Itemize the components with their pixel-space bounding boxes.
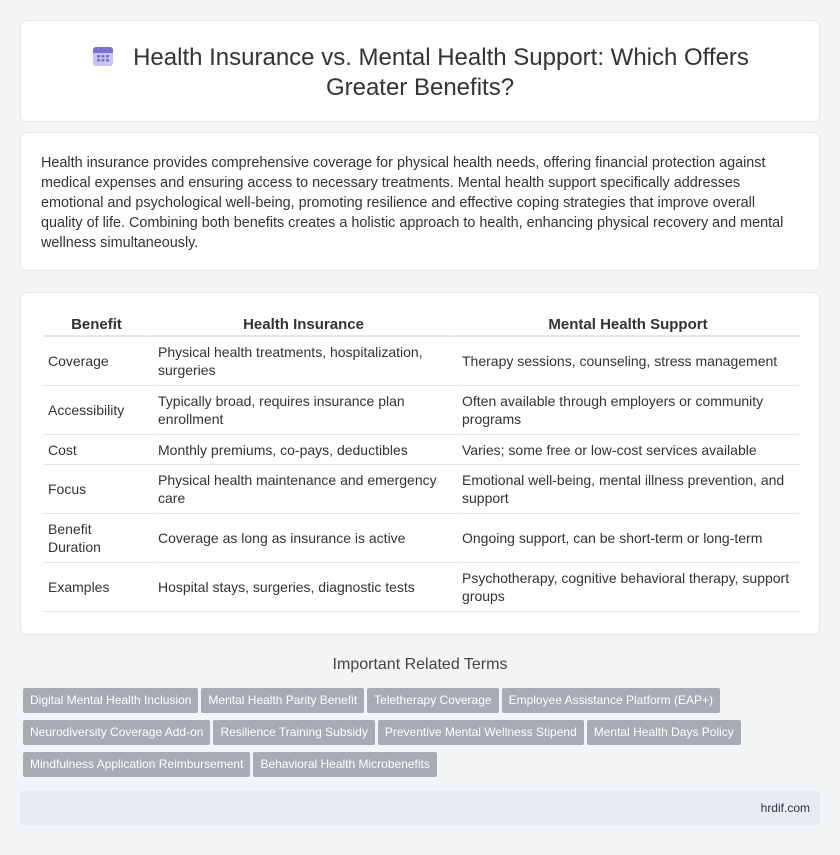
table-header-row xyxy=(43,315,799,337)
cell-mental-health-support: Often available through employers or community programs xyxy=(457,386,799,435)
cell-benefit: Focus xyxy=(43,465,153,514)
related-terms-title: Important Related Terms xyxy=(332,656,508,673)
term-tag[interactable]: Behavioral Health Microbenefits xyxy=(253,752,436,777)
cell-benefit: Examples xyxy=(43,563,153,612)
table-row xyxy=(43,465,799,514)
term-tag[interactable]: Employee Assistance Platform (EAP+) xyxy=(502,688,720,713)
term-tag[interactable]: Neurodiversity Coverage Add-on xyxy=(23,720,210,745)
cell-mental-health-support: Psychotherapy, cognitive behavioral therapy, support groups xyxy=(457,563,799,612)
table-row xyxy=(43,337,799,386)
term-tag[interactable]: Resilience Training Subsidy xyxy=(213,720,374,745)
header-mental-health-support: Mental Health Support xyxy=(457,315,799,337)
cell-benefit: Accessibility xyxy=(43,386,153,435)
cell-mental-health-support: Therapy sessions, counseling, stress management xyxy=(457,337,799,386)
cell-health-insurance: Coverage as long as insurance is active xyxy=(153,514,457,563)
table-row xyxy=(43,514,799,563)
term-tag[interactable]: Mental Health Days Policy xyxy=(587,720,741,745)
header-benefit: Benefit xyxy=(43,315,153,337)
cell-health-insurance: Physical health maintenance and emergency care xyxy=(153,465,457,514)
footer xyxy=(20,791,820,825)
cell-mental-health-support: Emotional well-being, mental illness prevention, and support xyxy=(457,465,799,514)
term-tag[interactable]: Digital Mental Health Inclusion xyxy=(23,688,198,713)
footer-site[interactable]: hrdif.com xyxy=(760,801,810,815)
cell-health-insurance: Monthly premiums, co-pays, deductibles xyxy=(153,435,457,465)
term-tag[interactable]: Preventive Mental Wellness Stipend xyxy=(378,720,584,745)
term-tag[interactable]: Teletherapy Coverage xyxy=(367,688,498,713)
cell-benefit: Coverage xyxy=(43,337,153,386)
term-tag[interactable]: Mental Health Parity Benefit xyxy=(201,688,364,713)
calendar-icon xyxy=(91,44,115,68)
cell-health-insurance: Hospital stays, surgeries, diagnostic tests xyxy=(153,563,457,612)
cell-health-insurance: Physical health treatments, hospitalization, surgeries xyxy=(153,337,457,386)
comparison-card xyxy=(20,292,820,635)
cell-mental-health-support: Varies; some free or low-cost services available xyxy=(457,435,799,465)
table-row xyxy=(43,386,799,435)
table-row xyxy=(43,563,799,612)
term-tag[interactable]: Mindfulness Application Reimbursement xyxy=(23,752,250,777)
cell-benefit: Cost xyxy=(43,435,153,465)
intro-card xyxy=(20,132,820,271)
cell-health-insurance: Typically broad, requires insurance plan enrollment xyxy=(153,386,457,435)
intro-paragraph: Health insurance provides comprehensive coverage for physical health needs, offering financial protection against medical expenses and ensuring access to necessary treatments. Mental health support specifically addresses emotional and psychological well-being, promoting resilience and effective coping strategies that improve overall quality of life. Combining both benefits creates a holistic approach to health, enhancing physical recovery and mental wellness simultaneously. xyxy=(41,155,784,251)
page-title: Health Insurance vs. Mental Health Support: Which Offers Greater Benefits? xyxy=(133,44,749,101)
cell-benefit: Benefit Duration xyxy=(43,514,153,563)
comparison-table xyxy=(43,315,799,612)
page-title-row xyxy=(51,43,789,103)
related-terms-list xyxy=(23,688,823,784)
table-row xyxy=(43,435,799,465)
cell-mental-health-support: Ongoing support, can be short-term or long-term xyxy=(457,514,799,563)
header-health-insurance: Health Insurance xyxy=(153,315,457,337)
title-card xyxy=(20,20,820,122)
